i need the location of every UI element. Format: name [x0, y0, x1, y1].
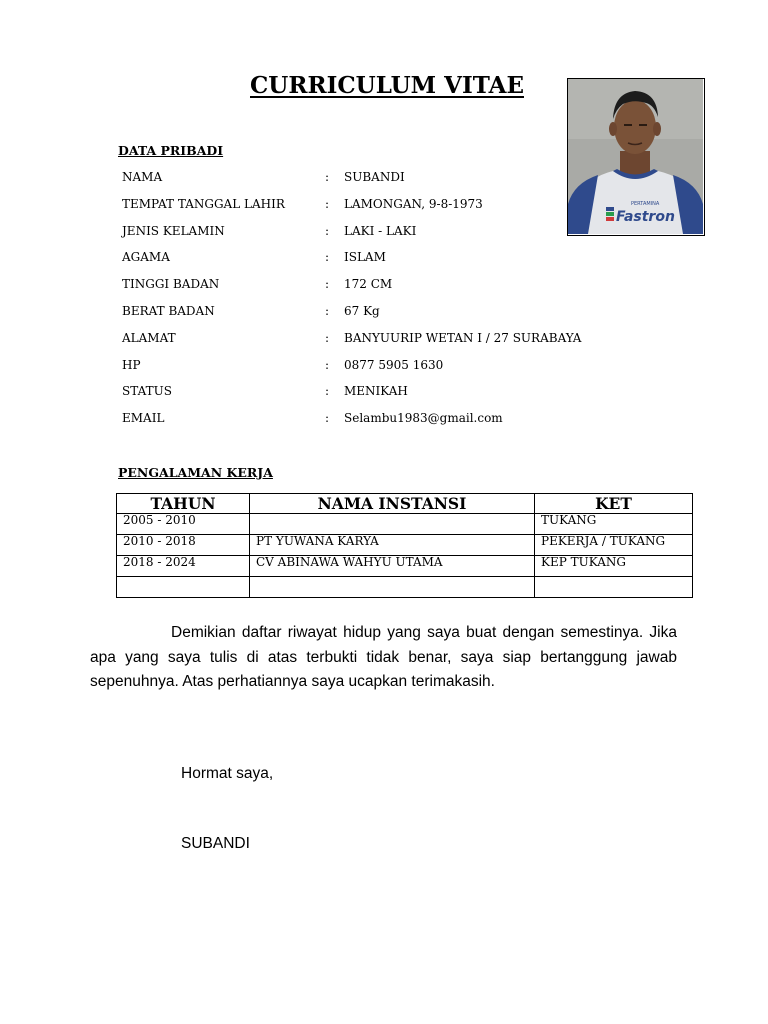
work-experience-table [116, 493, 693, 598]
table-header-row [117, 494, 693, 514]
note-cell: TUKANG [535, 514, 693, 535]
institution-cell [250, 514, 535, 535]
column-header-year: TAHUN [117, 494, 250, 514]
field-value: 67 Kg [344, 304, 380, 318]
closing-salutation: Hormat saya, [181, 765, 274, 782]
shirt-brand-small: PERTAMINA [631, 201, 660, 207]
year-cell: 2010 - 2018 [117, 535, 250, 556]
field-separator: : [325, 330, 330, 345]
field-separator: : [325, 196, 330, 211]
field-value: BANYUURIP WETAN I / 27 SURABAYA [344, 330, 582, 345]
field-separator: : [325, 304, 330, 318]
field-label: TEMPAT TANGGAL LAHIR [122, 196, 285, 211]
note-cell: PEKERJA / TUKANG [535, 535, 693, 556]
field-separator: : [325, 277, 330, 292]
field-label: STATUS [122, 384, 172, 399]
field-separator: : [325, 384, 330, 399]
table-row [117, 556, 693, 577]
field-label: ALAMAT [122, 330, 176, 345]
personal-data-heading: DATA PRIBADI [118, 143, 224, 158]
note-cell [535, 577, 693, 598]
field-value: MENIKAH [344, 384, 408, 399]
year-cell: 2005 - 2010 [117, 514, 250, 535]
profile-photo [567, 78, 705, 236]
year-cell: 2018 - 2024 [117, 556, 250, 577]
field-label: EMAIL [122, 411, 165, 426]
note-cell: KEP TUKANG [535, 556, 693, 577]
field-separator: : [325, 170, 330, 184]
field-separator: : [325, 223, 330, 238]
field-label: NAMA [122, 170, 163, 184]
field-value: LAKI - LAKI [344, 223, 417, 238]
institution-cell: CV ABINAWA WAHYU UTAMA [250, 556, 535, 577]
field-label: JENIS KELAMIN [122, 223, 225, 238]
closing-paragraph: Demikian daftar riwayat hidup yang saya buat dengan semestinya. Jika apa yang saya tulis di atas terbukti tidak benar, saya siap bertanggung jawab sepenuhnya. Atas perhatiannya saya ucapkan terimakasih. [90, 624, 677, 690]
person-portrait-image [568, 79, 703, 234]
field-label: TINGGI BADAN [122, 277, 220, 292]
field-separator: : [325, 357, 330, 372]
field-value: ISLAM [344, 250, 386, 265]
field-value: LAMONGAN, 9-8-1973 [344, 196, 483, 211]
work-experience-heading: PENGALAMAN KERJA [118, 465, 273, 480]
year-cell [117, 577, 250, 598]
field-value: 0877 5905 1630 [344, 357, 444, 372]
signature-name: SUBANDI [181, 835, 250, 852]
table-row [117, 577, 693, 598]
field-separator: : [325, 250, 330, 265]
institution-cell: PT YUWANA KARYA [250, 535, 535, 556]
table-row [117, 514, 693, 535]
table-row [117, 535, 693, 556]
institution-cell [250, 577, 535, 598]
document-title: CURRICULUM VITAE [250, 72, 524, 99]
column-header-note: KET [535, 494, 693, 514]
column-header-institution: NAMA INSTANSI [250, 494, 535, 514]
field-separator: : [325, 411, 330, 426]
field-value: SUBANDI [344, 170, 405, 184]
shirt-brand: Fastron [616, 209, 675, 225]
field-value: Selambu1983@gmail.com [344, 411, 503, 426]
field-value: 172 CM [344, 277, 393, 292]
field-label: HP [122, 357, 141, 372]
field-label: AGAMA [122, 250, 170, 265]
field-label: BERAT BADAN [122, 304, 215, 318]
